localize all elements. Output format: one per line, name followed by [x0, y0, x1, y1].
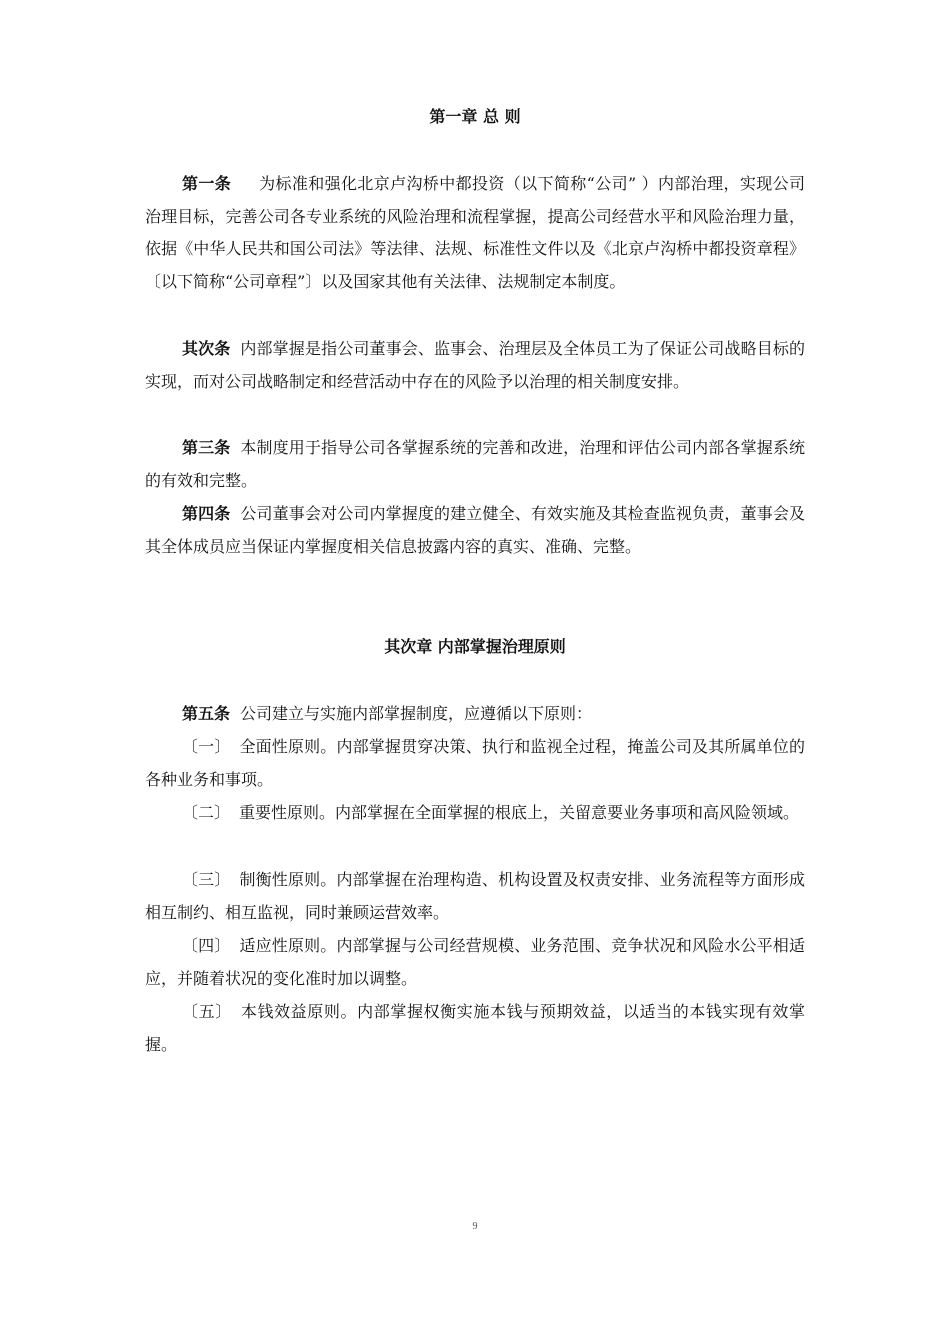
article-label: 第三条: [182, 438, 231, 457]
principle-item: [145, 996, 805, 1061]
article-4: [145, 498, 805, 563]
item-text: 全面性原则。内部掌握贯穿决策、执行和监视全过程，掩盖公司及其所属单位的各种业务和事项。: [145, 737, 805, 789]
article-label: 第一条: [182, 174, 232, 193]
principle-item: [145, 731, 805, 796]
article-5: [145, 698, 805, 731]
principle-item: [145, 797, 805, 830]
item-text: 重要性原则。内部掌握在全面掌握的根底上，关留意要业务事项和高风险领域。: [239, 803, 800, 822]
article-label: 第四条: [182, 504, 231, 523]
principle-item: [145, 864, 805, 929]
article-label: 其次条: [182, 339, 231, 358]
item-number: 〔一〕: [182, 737, 231, 756]
article-text: 内部掌握是指公司董事会、监事会、治理层及全体员工为了保证公司战略目标的实现，而对公司战略制定和经营活动中存在的风险予以治理的相关制度安排。: [145, 339, 805, 391]
item-text: 适应性原则。内部掌握与公司经营规模、业务范围、竞争状况和风险水公平相适应，并随着状况的变化准时加以调整。: [145, 936, 805, 988]
page-number: 9: [472, 1221, 478, 1232]
item-text: 制衡性原则。内部掌握在治理构造、机构设置及权责安排、业务流程等方面形成相互制约、相互监视，同时兼顾运营效率。: [145, 870, 805, 922]
article-text: 公司董事会对公司内掌握度的建立健全、有效实施及其检查监视负责，董事会及其全体成员应当保证内掌握度相关信息披露内容的真实、准确、完整。: [145, 504, 805, 556]
principle-item: [145, 930, 805, 995]
item-text: 本钱效益原则。内部掌握权衡实施本钱与预期效益，以适当的本钱实现有效掌握。: [145, 1002, 805, 1054]
article-text: 为标准和强化北京卢沟桥中都投资（以下简称“公司” ）内部治理，实现公司治理目标，完善公司各专业系统的风险治理和流程掌握，提高公司经营水平和风险治理力量，依据《中华人民共和国公司法》等法律、法规、标准性文件以及《北京卢沟桥中都投资章程》〔以下简称“公司章程”〕以及国家其他有关法律、法规制定本制度。: [145, 174, 805, 291]
article-3: [145, 432, 805, 497]
article-text: 公司建立与实施内部掌握制度，应遵循以下原则：: [240, 704, 593, 723]
article-label: 第五条: [182, 704, 231, 723]
item-number: 〔三〕: [182, 870, 231, 889]
article-1: [145, 168, 805, 298]
item-number: 〔四〕: [182, 936, 231, 955]
article-text: 本制度用于指导公司各掌握系统的完善和改进，治理和评估公司内部各掌握系统的有效和完整。: [145, 438, 805, 490]
article-2: [145, 333, 805, 398]
chapter-1-title: 第一章 总 则: [429, 107, 521, 126]
item-number: 〔五〕: [182, 1002, 232, 1021]
item-number: 〔二〕: [182, 803, 231, 822]
chapter-2-title: 其次章 内部掌握治理原则: [384, 637, 566, 656]
